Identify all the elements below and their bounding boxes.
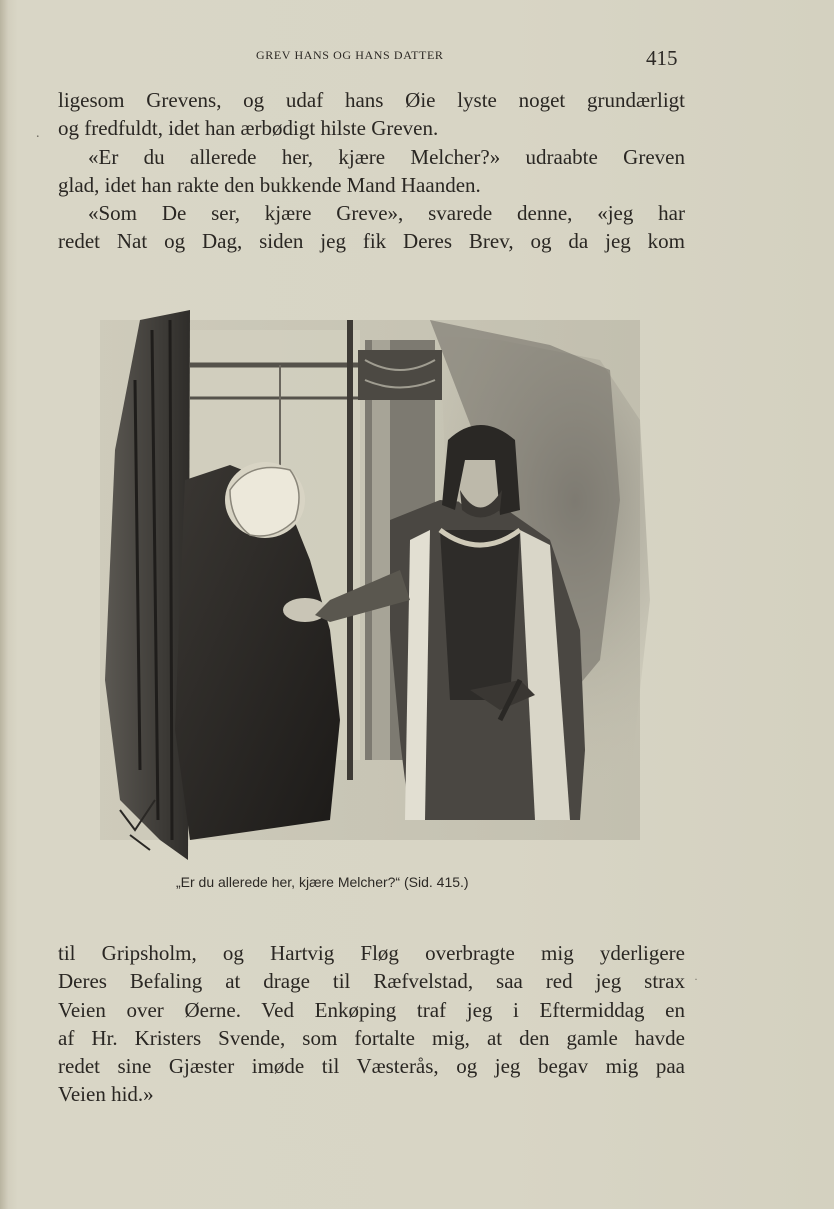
text-line: Veien hid.» xyxy=(58,1082,154,1107)
text-line: redet Nat og Dag, siden jeg fik Deres Brev, og da jeg kom xyxy=(58,229,685,254)
running-title: GREV HANS OG HANS DATTER xyxy=(256,48,444,62)
text-line: redet sine Gjæster imøde til Væsterås, og jeg begav mig paa xyxy=(58,1054,685,1079)
body-text-bottom xyxy=(58,939,685,1109)
text-line: og fredfuldt, idet han ærbødigt hilste Greven. xyxy=(58,116,439,141)
engraving-illustration xyxy=(80,300,660,870)
text-line: «Er du allerede her, kjære Melcher?» udraabte Greven xyxy=(88,144,685,169)
page-number: 415 xyxy=(646,46,678,70)
text-line: glad, idet han rakte den bukkende Mand Haanden. xyxy=(58,172,481,197)
text-line: ligesom Grevens, og udaf hans Øie lyste noget grundærligt xyxy=(58,88,685,112)
text-line: «Som De ser, kjære Greve», svarede denne, «jeg har xyxy=(88,201,685,226)
margin-dot: . xyxy=(36,126,40,141)
illustration-caption: „Er du allerede her, kjære Melcher?“ (Sid. 415.) xyxy=(176,874,469,890)
body-text-top xyxy=(58,86,685,256)
margin-dot: · xyxy=(694,972,698,986)
text-line: til Gripsholm, og Hartvig Fløg overbragte mig yderligere xyxy=(58,941,685,965)
text-line: Deres Befaling at drage til Ræfvelstad, saa red jeg strax xyxy=(58,969,685,994)
page-edge xyxy=(0,0,8,1209)
text-line: Veien over Øerne. Ved Enkøping traf jeg i Eftermiddag en xyxy=(58,997,685,1022)
text-line: af Hr. Kristers Svende, som fortalte mig, at den gamle havde xyxy=(58,1025,685,1050)
